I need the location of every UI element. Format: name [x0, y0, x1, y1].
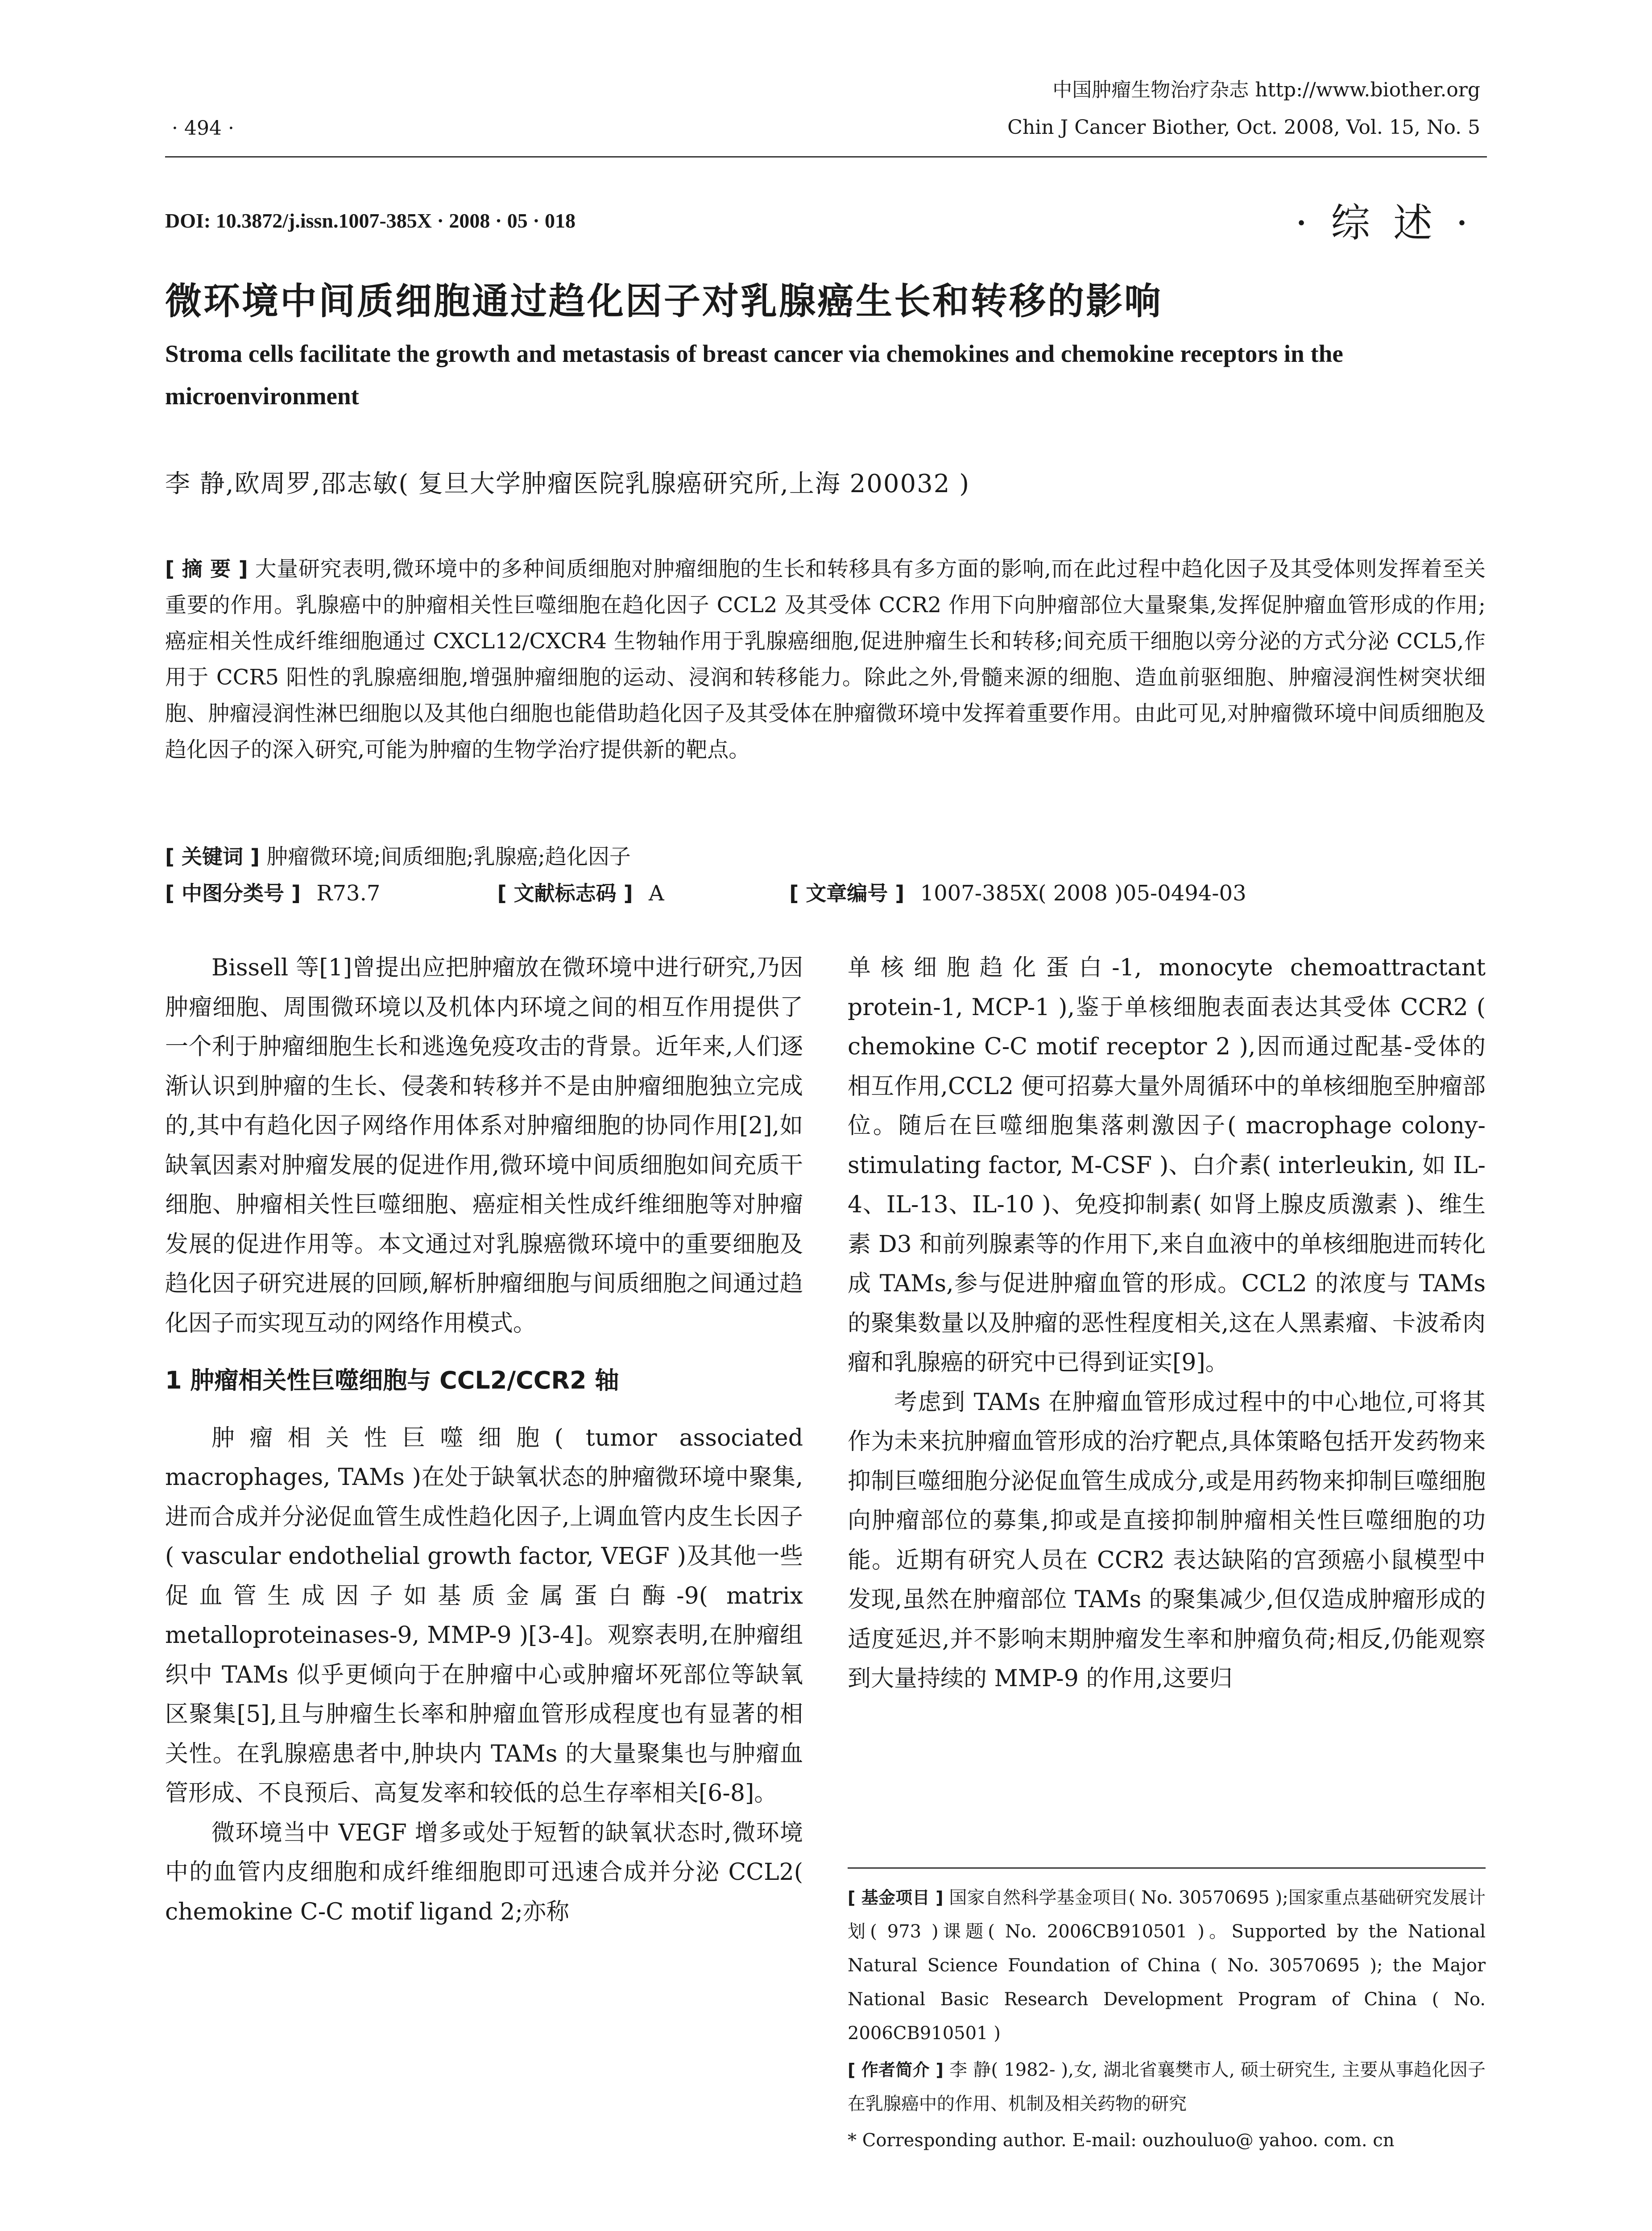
title-en: Stroma cells facilitate the growth and metastasis of breast cancer via chemokines and chemokine receptors in the microenvironment [165, 340, 1343, 410]
paragraph: 考虑到 TAMs 在肿瘤血管形成过程中的中心地位,可将其作为未来抗肿瘤血管形成的治疗靶点,具体策略包括开发药物来抑制巨噬细胞分泌促血管生成成分,或是用药物来抑制巨噬细胞向肿瘤部位的募集,抑或是直接抑制肿瘤相关性巨噬细胞的功能。近期有研究人员在 CCR2 表达缺陷的宫颈癌小鼠模型中发现,虽然在肿瘤部位 TAMs 的聚集减少,但仅造成肿瘤形成的适度延迟,并不影响末期肿瘤发生率和肿瘤负荷;相反,仍能观察到大量持续的 MMP-9 的作用,这要归 [848, 1389, 1486, 1692]
paragraph: 单核细胞趋化蛋白-1, monocyte chemoattractant protein-1, MCP-1 ),鉴于单核细胞表面表达其受体 CCR2 ( chemokine C-C motif receptor 2 ),因而通过配基-受体的相互作用,CCL2 便可招募大量外周循环中的单核细胞至肿瘤部位。随后在巨噬细胞集落刺激因子( macrophage colony-stimulating factor, M-CSF )、白介素( interleukin, 如 IL-4、IL-13、IL-10 )、免疫抑制素( 如肾上腺皮质激素 )、维生素 D3 和前列腺素等的作用下,来自血液中的单核细胞进而转化成 TAMs,参与促进肿瘤血管的形成。CCL2 的浓度与 TAMs 的聚集数量以及肿瘤的恶性程度相关,这在人黑素瘤、卡波希肉瘤和乳腺癌的研究中已得到证实[9]。 [848, 954, 1486, 1376]
journal-header [1007, 71, 1480, 146]
fund-label: [ 基金项目 ] [848, 1888, 944, 1908]
clc-label: [ 中图分类号 ] [165, 881, 301, 905]
keywords-label: [ 关键词 ] [165, 845, 260, 869]
abstract [165, 551, 1486, 768]
paragraph: Bissell 等[1]曾提出应把肿瘤放在微环境中进行研究,乃因肿瘤细胞、周围微环境以及机体内环境之间的相互作用提供了一个利于肿瘤细胞生长和逃逸免疫攻击的背景。近年来,人们逐渐认识到肿瘤的生长、侵袭和转移并不是由肿瘤细胞独立完成的,其中有趋化因子网络作用体系对肿瘤细胞的协同作用[2],如缺氧因素对肿瘤发展的促进作用,微环境中间质细胞如间充质干细胞、肿瘤相关性巨噬细胞、癌症相关性成纤维细胞等对肿瘤发展的促进作用等。本文通过对乳腺癌微环境中的重要细胞及趋化因子研究进展的回顾,解析肿瘤细胞与间质细胞之间通过趋化因子而实现互动的网络作用模式。 [165, 954, 803, 1337]
author-footnote [848, 2053, 1486, 2121]
body-column-left [165, 948, 803, 1932]
author-bio-text: 李 静( 1982- ),女, 湖北省襄樊市人, 硕士研究生, 主要从事趋化因子在乳腺癌中的作用、机制及相关药物的研究 [848, 2060, 1486, 2114]
authors-affiliation: 李 静,欧周罗,邵志敏( 复旦大学肿瘤医院乳腺癌研究所,上海 200032 ) [165, 469, 970, 498]
journal-name-en: Chin J Cancer Biother, Oct. 2008, Vol. 15, No. 5 [1007, 116, 1480, 139]
journal-name-cn: 中国肿瘤生物治疗杂志 http://www.biother.org [1052, 79, 1480, 101]
paragraph: 微环境当中 VEGF 增多或处于短暂的缺氧状态时,微环境中的血管内皮细胞和成纤维细胞即可迅速合成并分泌 CCL2( chemokine C-C motif ligand 2;亦称 [165, 1819, 803, 1925]
fund-footnote [848, 1881, 1486, 2050]
title-cn: 微环境中间质细胞通过趋化因子对乳腺癌生长和转移的影响 [165, 280, 1163, 323]
footnotes [848, 1881, 1486, 2160]
author-bio-label: [ 作者简介 ] [848, 2060, 944, 2080]
article-number-value: 1007-385X( 2008 )05-0494-03 [920, 881, 1246, 906]
keywords-text: 肿瘤微环境;间质细胞;乳腺癌;趋化因子 [266, 844, 631, 869]
header-rule [165, 156, 1487, 158]
abstract-label: [ 摘 要 ] [165, 557, 248, 581]
page-number: · 494 · [172, 117, 234, 140]
section-heading: 1 肿瘤相关性巨噬细胞与 CCL2/CCR2 轴 [165, 1366, 619, 1394]
paragraph: 肿瘤相关性巨噬细胞( tumor associated macrophages, TAMs )在处于缺氧状态的肿瘤微环境中聚集,进而合成并分泌促血管生成性趋化因子,上调血管内皮生长因子( vascular endothelial growth factor, VEGF )及其他一些促血管生成因子如基质金属蛋白酶-9( matrix metalloproteinases-9, MMP-9 )[3-4]。观察表明,在肿瘤组织中 TAMs 似乎更倾向于在肿瘤中心或肿瘤坏死部位等缺氧区聚集[5],且与肿瘤生长率和肿瘤血管形成程度也有显著的相关性。在乳腺癌患者中,肿块内 TAMs 的大量聚集也与肿瘤血管形成、不良预后、高复发率和较低的总生存率相关[6-8]。 [165, 1424, 803, 1807]
fund-text: 国家自然科学基金项目( No. 30570695 );国家重点基础研究发展计划( 973 )课题( No. 2006CB910501 )。Supported by the National Natural Science Foundation of China ( No. 30570695 ); the Major National Basic Research Development Program of China ( No. 2006CB910501 ) [848, 1887, 1486, 2044]
clc-value: R73.7 [316, 881, 381, 906]
article-number-label: [ 文章编号 ] [789, 881, 905, 905]
abstract-text: 大量研究表明,微环境中的多种间质细胞对肿瘤细胞的生长和转移具有多方面的影响,而在此过程中趋化因子及其受体则发挥着至关重要的作用。乳腺癌中的肿瘤相关性巨噬细胞在趋化因子 CCL2 及其受体 CCR2 作用下向肿瘤部位大量聚集,发挥促肿瘤血管形成的作用;癌症相关性成纤维细胞通过 CXCL12/CXCR4 生物轴作用于乳腺癌细胞,促进肿瘤生长和转移;间充质干细胞以旁分泌的方式分泌 CCL5,作用于 CCR5 阳性的乳腺癌细胞,增强肿瘤细胞的运动、浸润和转移能力。除此之外,骨髓来源的细胞、造血前驱细胞、肿瘤浸润性树突状细胞、肿瘤浸润性淋巴细胞以及其他白细胞也能借助趋化因子及其受体在肿瘤微环境中发挥着重要作用。由此可见,对肿瘤微环境中间质细胞及趋化因子的深入研究,可能为肿瘤的生物学治疗提供新的靶点。 [165, 556, 1486, 762]
doc-code-value: A [648, 881, 664, 906]
section-tag: · 综 述 · [1295, 200, 1474, 246]
doc-code-label: [ 文献标志码 ] [497, 881, 633, 905]
keywords [165, 839, 631, 875]
classification-line [165, 875, 1246, 912]
doi: DOI: 10.3872/j.issn.1007-385X · 2008 · 05 · 018 [165, 209, 576, 232]
corresponding-author: * Corresponding author. E-mail: ouzhouluo@ yahoo. com. cn [848, 2130, 1395, 2151]
body-column-right [848, 948, 1486, 1699]
footnote-rule [848, 1867, 1486, 1869]
